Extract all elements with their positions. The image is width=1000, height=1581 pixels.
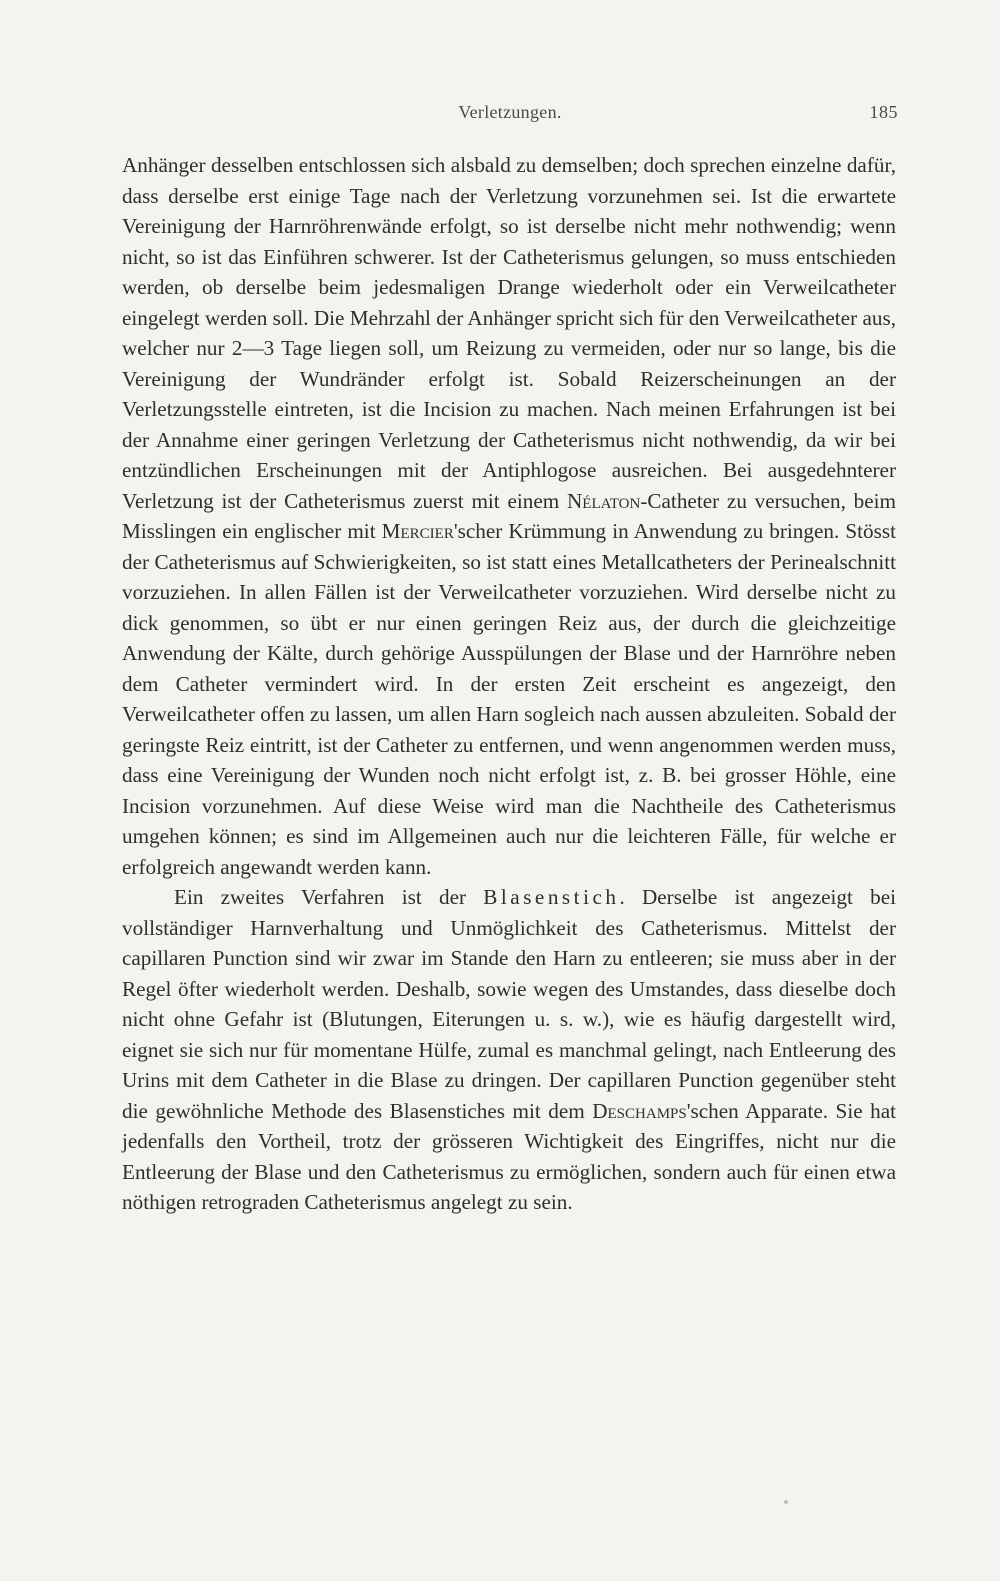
- text-segment: 'schen Apparate. Sie hat jedenfalls den Vortheil, trotz der grösseren Wichtigkeit des Eingriffes, nicht nur die Entleerung der Blase und den Catheterismus zu ermöglichen, sondern auch für einen etwa nöthigen retrograden Catheterismus angelegt zu sein.: [122, 1098, 896, 1214]
- text-segment: Ein zweites Verfahren ist der: [174, 885, 484, 909]
- emphasized-term-blasenstich: Blasenstich: [483, 885, 620, 909]
- running-title: Verletzungen.: [458, 102, 562, 122]
- author-name-deschamps: Deschamps: [592, 1098, 687, 1123]
- author-name-nelaton: Nélaton: [566, 488, 641, 513]
- page-number: 185: [869, 102, 898, 122]
- author-name-mercier: Mercier: [381, 519, 454, 543]
- text-segment: -Catheter zu versuchen, beim Misslingen ein englischer mit: [122, 488, 896, 543]
- paper-speck: [784, 1500, 788, 1504]
- text-segment: . Derselbe ist angezeigt bei vollständiger Harnverhaltung und Unmöglichkeit des Catheterismus. Mittelst der capillaren Punction sind wir zwar im Stande den Harn zu entleeren; sie muss aber in der Regel öfter wiederholt werden. Deshalb, sowie wegen des Umstandes, dass dieselbe doch nicht ohne Gefahr ist (Blutungen, Eiterungen u. s. w.), wie es häufig dargestellt wird, eignet sie sich nur für momentane Hülfe, zumal es manchmal gelingt, nach Entleerung des Urins mit dem Catheter in die Blase zu dringen. Der capillaren Punction gegenüber steht die gewöhnliche Methode des Blasenstiches mit dem: [122, 885, 896, 1123]
- text-segment: 'scher Krümmung in Anwendung zu bringen. Stösst der Catheterismus auf Schwierigkeiten, so ist statt eines Metallcatheters der Perinealschnitt vorzuziehen. In allen Fällen ist der Verweilcatheter vorzuziehen. Wird derselbe nicht zu dick genommen, so übt er nur einen geringen Reiz aus, der durch die gleichzeitige Anwendung der Kälte, durch gehörige Ausspülungen der Blase und der Harnröhre neben dem Catheter vermindert wird. In der ersten Zeit erscheint es angezeigt, den Verweilcatheter offen zu lassen, um allen Harn sogleich nach aussen abzuleiten. Sobald der geringste Reiz eintritt, ist der Catheter zu entfernen, und wenn angenommen werden muss, dass eine Vereinigung der Wunden noch nicht erfolgt ist, z. B. bei grosser Höhle, eine Incision vorzunehmen. Auf diese Weise wird man die Nachtheile des Catheterismus umgehen können; es sind im Allgemeinen auch nur die leichteren Fälle, für welche er erfolgreich angewandt werden kann.: [122, 519, 896, 879]
- paragraph-catheterismus: [122, 150, 896, 882]
- running-header: [122, 102, 898, 130]
- paragraph-blasenstich: [122, 882, 896, 1218]
- text-segment: Anhänger desselben entschlossen sich alsbald zu demselben; doch sprechen einzelne dafür, dass derselbe erst einige Tage nach der Verletzung vorzunehmen sei. Ist die erwartete Vereinigung der Harnröhrenwände erfolgt, so ist derselbe nicht mehr nothwendig; wenn nicht, so ist das Einführen schwerer. Ist der Catheterismus gelungen, so muss entschieden werden, ob derselbe beim jedesmaligen Drange wiederholt oder ein Verweilcatheter eingelegt werden soll. Die Mehrzahl der Anhänger spricht sich für den Verweilcatheter aus, welcher nur 2—3 Tage liegen soll, um Reizung zu vermeiden, oder nur so lange, bis die Vereinigung der Wundränder erfolgt ist. Sobald Reizerscheinungen an der Verletzungsstelle eintreten, ist die Incision zu machen. Nach meinen Erfahrungen ist bei der Annahme einer geringen Verletzung der Catheterismus nicht nothwendig, da wir bei entzündlichen Erscheinungen mit der Antiphlogose ausreichen. Bei ausgedehnterer Verletzung ist der Catheterismus zuerst mit einem: [122, 153, 896, 513]
- body-text: [122, 150, 896, 1218]
